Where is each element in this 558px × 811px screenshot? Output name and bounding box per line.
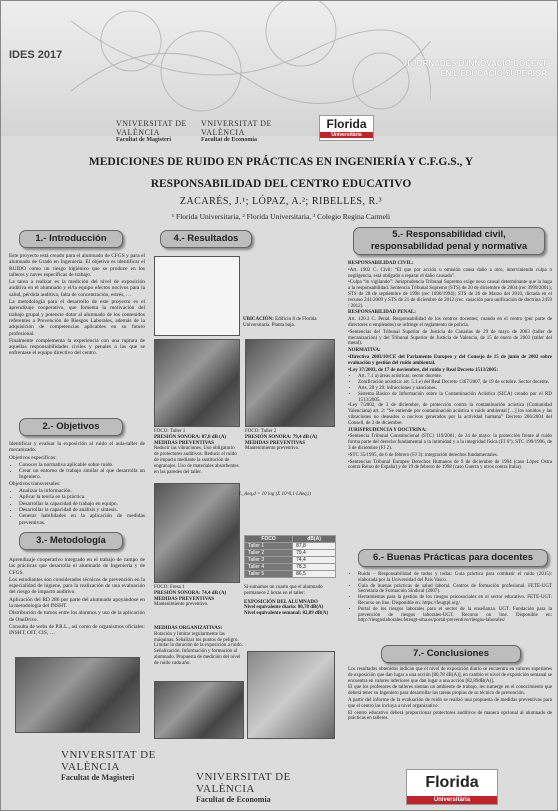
list-item: • Desarrollar la capacidad de análisis y síntesis. [19, 507, 145, 513]
poster-title: MEDICIONES DE RUIDO EN PRÁCTICAS EN INGENIERÍA Y C.F.G.S., Y RESPONSABILIDAD DEL CENTRO EDUCATIVO [88, 156, 474, 190]
table-row [245, 564, 336, 571]
obj-spec-label: Objetivos específicos: [9, 454, 57, 461]
logo-text: VNIVERSITAT DE VALÈNCIA [116, 119, 187, 137]
list-item: • Guía de buenas prácticas de salud laboral. Centros de formación profesional. FETE-UGT Secretaría de Formación Sindical (2007). [358, 584, 552, 596]
section-results-title: 4.- Resultados [160, 230, 252, 248]
header-artwork [71, 1, 431, 119]
goodpractices-list [348, 572, 552, 624]
fresa-foco: FOCO: Fresa 1 [154, 585, 185, 590]
section-intro-body [9, 253, 145, 358]
table-header-cell: FOCO [245, 536, 293, 543]
section-objectives-body [9, 441, 145, 526]
logo-text: VNIVERSITAT DE VALÈNCIA [201, 119, 272, 137]
table-cell: 74,4 [293, 557, 336, 564]
intro-p2: La tarea a realizar es la medición del nivel de exposición auditiva en el alumnado y el/la equipo efectos nocivos para la salud, pérdida auditiva, falta de concentración, estrés, … [9, 279, 145, 298]
section-responsibility-title: 5.- Responsabilidad civil, responsabilidad penal y normativa [353, 227, 545, 255]
met-p1: Aprendizaje cooperativo integrado en el trabajo de campo de las prácticas que desarrolla el alumnado de Ingeniería y de CFGS. [9, 557, 145, 576]
uv-magisteri-logo-bottom [61, 749, 211, 782]
location-label: UBICACIÓN: [243, 317, 274, 322]
obj-spec-list [9, 462, 145, 481]
sonometer-photo [154, 681, 244, 739]
fresa-photo [154, 483, 240, 583]
list-item: • Analizar la información. [19, 488, 145, 494]
norm-n3: •Ley 7/2002, de 3 de diciembre, de protección contra la contaminación acústica (Comunidad Valenciana) art. 2: “Se entiende por contaminación acústica o ruido ambiental […] los sonidos y las vibraciones no deseados o nocivos generados por la actividad humana” Decreto 266/2004 del Consell, de 3 de diciembre. [348, 403, 552, 426]
floorplan-image [154, 256, 240, 336]
list-item: • Herramientas para la gestión de los riesgos psicosociales en el sector educativo. FETE-UGT. Recurso on line. Disponible en: https://feugtpl.org/. [358, 595, 552, 607]
norm-n1: •Directiva 2003/10/CE del Parlamento Europeo y del Consejo de 15 de junio de 2002 sobre evaluación y gestión del ruido ambiental. [348, 354, 552, 366]
section-conclusions-body [348, 667, 552, 723]
section-responsibility-body [348, 261, 552, 472]
list-item: • Ruido – Responsabilidad de todos y todas: Guía práctica para combatir el ruido (2015): elaborada por la Universidad del País Vasco. [358, 572, 552, 584]
table-row [245, 571, 336, 578]
measurement-photo [247, 651, 335, 739]
conc-p1: Los resultados obtenidos indican que el nivel de exposición diario se encuentra en valores superiores de exposición que dan lugar a una acción [80,78 dB(A)], en cambio el nivel de exposición semanal se encuentra en valores inferiores que dan lugar a una acción [82,89dB(A)]. [348, 667, 552, 684]
table-cell: Taller 3 [245, 557, 293, 564]
uv-economia-logo-bottom [196, 771, 346, 804]
table-cell: Taller 4 [245, 564, 293, 571]
juris-label: JURISPRUDENCIA Y DOCTRINA: [348, 427, 427, 433]
taller1-caption [154, 429, 240, 475]
location-caption [243, 317, 335, 329]
juris-j1: •Sentencia Tribunal Constitucional (STC) 119/2001, de 24 de mayo: la protección frente al ruido forma parte del derecho fundamental a la intimidad y a la integridad física (FJ 6º); STC 199/1996, de 3 de diciembre (FJ 2). [348, 434, 552, 451]
section-objectives-title: 2.- Objetivos [19, 418, 123, 436]
civil-p2: •Culpa “in vigilando”: Jurisprudencia Tribunal Supremo exige nexo causal determinante que la haga a la responsabilidad. Sentencia Tribunal Supremo (STS) de 20 de diciembre de 2004 (rec 3999/2001); STS de 28 de septiembre de 1998 (rec 1690/1994); STS de 26 de Marzo del 2010, dictada en el recurso 241/2009 y STS de 21 de diciembre de 2012 (rec. casación para unificación de doctrina 2459 / 2012). [348, 280, 552, 309]
juris-j2: •STC 35/1995, de 6 de febrero (FJ 3): integración derechos fundamentales. [348, 452, 499, 458]
civil-label: RESPONSABILIDAD CIVIL: [348, 261, 414, 266]
penal-p1: Art. 120.3 C. Penal. Responsabilidad de los centros docentes; cuando en el centro (por parte de directores o empleados) se infringe el reglamento de policía. [348, 317, 552, 328]
section-goodpractices-body [348, 572, 552, 624]
conc-p2: El que los profesores de talleres sientan un ambiente de trabajo, les sumerge en el conocimiento que deberá tener su Ingeniero para desarrollar las tareas propias de su técnico de prevención. [348, 685, 552, 697]
results-table [244, 535, 336, 578]
exposure-daily: Nivel equivalente diario: 80,78 dB(A) [244, 605, 324, 611]
section-methodology-body [9, 557, 145, 638]
logo-text: VNIVERSITAT DE VALÈNCIA [196, 771, 291, 795]
list-item: • Zonificación acústica: art. 5.1.e) del Real Decreto 1367/2007, de 19 de octubre. Sector docente. [358, 380, 552, 386]
authors: ZACARÉS, J.¹; LÓPAZ, A.²; RIBELLES, R.³ [179, 196, 383, 207]
logo-text: VNIVERSITAT DE VALÈNCIA [61, 749, 156, 773]
logo-faculty: Facultat de Economia [196, 795, 271, 804]
florida-name: Florida [326, 117, 367, 131]
florida-name: Florida [425, 774, 479, 791]
obj-p1: Identificar y evaluar la exposición al ruido el aula-taller de mecanizado. [9, 441, 145, 454]
organizational-measures [154, 626, 244, 667]
jornades-label: VI JORNADES D'INNOVACIÓ DOCENT EN L'EDUCACIÓ SUPERIOR [402, 59, 547, 78]
intro-p1: Este proyecto está creado para el alumnado de CFGS y para el alumnado de Grado en Ingeniería. El objetivo es identificar el RUIDO como un riesgo higiénico que se produce en los talleres y naves específicas de trabajo. [9, 253, 145, 278]
list-item: • Generar habilidades en la aplicación de medidas preventivas. [19, 513, 145, 526]
table-header [245, 536, 336, 543]
obj-trans-list [9, 488, 145, 526]
table-row [245, 543, 336, 550]
exposure-label: EXPOSICIÓN DEL ALUMNADO [244, 599, 318, 605]
taller1-medidas-label: MEDIDAS PREVENTIVAS [154, 440, 215, 446]
list-item: • Aplicar la teoría en la práctica. [19, 494, 145, 500]
uv-economia-logo-top [201, 119, 291, 143]
florida-sub: Universitària [320, 132, 373, 138]
table-cell: 79,4 [293, 550, 336, 557]
florida-sub: Universitària [407, 796, 497, 804]
logo-faculty: Facultat de Economia [201, 137, 257, 143]
taller2-caption [245, 429, 335, 452]
met-p2: Los estudiantes son considerados técnicos de prevención en la especialidad de higiene, para la realización de una evaluación del riesgo de impacto auditivo. [9, 576, 145, 596]
norm-n2: •Ley 37/2003, de 17 de noviembre, del ruido y Real Decreto 1513/2005: [348, 367, 499, 373]
section-intro-title: 1.- Introducción [19, 230, 123, 248]
obj-trans-label: Objetivos transversales: [9, 480, 61, 487]
affiliations: ¹ Florida Universitaria, ² Florida Universitaria, ³ Colegio Regina Carmeli [171, 212, 391, 221]
juris-j3: •Sentencias Tribunal Europeo Derechos Humanos de 9 de diciembre de 1994 (caso López Ostra contra Reino de España) y de 19 de febrero de 1998 (caso Guerra y otros contra Italia). [348, 459, 552, 471]
intro-p3: La metodología para el desarrollo de este proyecto es el aprendizaje cooperativo, que fomenta la motivación del trabajo grupal y potencie dotar al alumnado de los contenidos referentes a Prevención de Riesgos Laborales, además de la adquisición de competencias aplicables en su futuro profesional. [9, 299, 145, 337]
taller1-medidas: Reducir las vibraciones. Uso obligatorio de protectores auditivos. Reducir el ruido de impacto mediante la sustitución de engranajes. Uso de materiales absorbentes en las paredes del taller. [154, 446, 239, 475]
fresa-caption [154, 585, 240, 608]
taller2-photo [245, 339, 335, 427]
taller2-presion: PRESIÓN SONORA: 79,4 dB (A) [245, 434, 318, 440]
section-conclusions-title: 7.- Conclusiones [381, 645, 521, 663]
table-header-cell: dB(A) [293, 536, 336, 543]
florida-logo-top [319, 115, 374, 141]
taller1-foco: FOCO: Taller 1 [154, 429, 186, 434]
table-cell: Taller 1 [245, 543, 293, 550]
fresa-medidas-label: MEDIDAS PREVENTIVAS [154, 596, 215, 602]
exposure-weekly: Nivel equivalente semanal: 82,89 dB(A) [244, 611, 329, 617]
table-cell: 87,8 [293, 543, 336, 550]
met-p3: Aplicación del RD 286 por parte del alumnado apoyándose en la metodología del INSHT. [9, 596, 145, 610]
org-label: MEDIDAS ORGANIZATIVAS: [154, 626, 223, 631]
conc-p4: El centro educativo deberá proporcionar protectores auditivos de manera opcional al alumnado de prácticas en talleres. [348, 710, 552, 722]
fresa-presion: PRESIÓN SONORA: 74,4 dB (A) [154, 590, 227, 596]
list-item: • Crear un entorno de trabajo similar al que desarrolla un Ingeniero. [19, 468, 145, 481]
taller2-medidas-label: MEDIDAS PREVENTIVAS [245, 440, 306, 446]
norm-list [348, 374, 552, 403]
logo-faculty: Facultat de Magisteri [116, 137, 171, 143]
taller1-presion: PRESIÓN SONORA: 87,8 dB (A) [154, 434, 227, 440]
noise-formula: L_Aeq,d = 10 log (Σ 10^0,1·LAeq,i) [239, 492, 311, 497]
list-item: • Arts. 28 y 29: infracciones y sanciones. [358, 386, 552, 392]
table-row [245, 557, 336, 564]
exposure-intro: Si sumamos un cuarto que el alumnado permanece 2 horas en el taller: [244, 585, 323, 596]
uv-magisteri-logo-top [116, 119, 206, 143]
taller1-photo [154, 339, 240, 427]
table-cell: 78,3 [293, 564, 336, 571]
methodology-photo [15, 657, 140, 733]
penal-p2: •Sentencias del Tribunal Superior de Justicia de Canarias de 29 de mayo de 2003 (taller de mecanización) y del Tribunal Superior de Justicia de Valencia, de 15 de enero de 2003 (taller del metal). [348, 329, 552, 347]
taller2-foco: FOCO: Taller 2 [245, 429, 277, 434]
exposure-block [244, 585, 336, 617]
list-item: • Conocer la normativa aplicable sobre ruido. [19, 462, 145, 468]
taller2-medidas: Mantenimiento preventivo. [245, 446, 300, 452]
list-item: • Portal de los riesgos laborales para el sector de la enseñanza. UGT. Fundación para la prevención de riesgos laborales-UGT. Recurso on line. Disponible en: http://riesgoslaborales.feteugt-sma.es/portal-preventivo/riesgos-laborales/ [358, 607, 552, 624]
table-row [245, 550, 336, 557]
table-cell: Taller 5 [245, 571, 293, 578]
list-item: • Desarrollar la capacidad de trabajo en equipo. [19, 501, 145, 507]
fresa-medidas: Mantenimiento preventivo. [154, 602, 209, 608]
penal-label: RESPONSABILIDAD PENAL: [348, 310, 416, 316]
florida-logo-bottom [406, 769, 498, 805]
met-p5: Consulta de webs de P.R.L., así como de organismos oficiales: INSHT, OIT, CIS, … [9, 623, 145, 637]
table-cell: Taller 2 [245, 550, 293, 557]
org-text: Rotación y limitar regularmente las máquinas. Señalizar los puntos de peligro. Limitar la duración de la exposición a ruido. Señalización. Información y formación al alumnado. Propuesta de medición del nivel de ruido cada año. [154, 631, 243, 666]
section-methodology-title: 3.- Metodología [19, 532, 123, 550]
civil-p1: •Art. 1902 C. Civil: “El que por acción u omisión causa daño a otro, interviniendo culpa o negligencia, está obligado a reparar el daño causado”. [348, 267, 552, 279]
ides-label: IDES 2017 [9, 49, 63, 61]
intro-p4: Finalmente complementa la experiencia con una ruptura de aquellas responsabilidades civiles y penales a las que se enfrentase el equipo directivo del centro. [9, 337, 145, 357]
section-goodpractices-title: 6.- Buenas Prácticas para docentes [358, 549, 548, 567]
met-p4: Distribución de turnos entre los alumnos y uso de la aplicación de OneDrive. [9, 610, 145, 623]
logo-faculty: Facultat de Magisteri [61, 773, 135, 782]
norm-label: NORMATIVA: [348, 348, 381, 354]
conc-p3: A partir del informe de la evaluación de ruido se realizó una propuesta de medidas preventivas para que el centro las incluya a nivel organizativo. [348, 697, 552, 709]
location-text: Edificio 8 de Florida Universitaria. Planta baja. [243, 317, 317, 328]
list-item: • Sistema Básico de Información sobre la Contaminación Acústica (SICA) creado por el RD 1513/2005. [358, 392, 552, 404]
table-cell: 86,5 [293, 571, 336, 578]
list-item: • Art. 7.1 a) áreas acústicas: sector docente. [358, 374, 552, 380]
